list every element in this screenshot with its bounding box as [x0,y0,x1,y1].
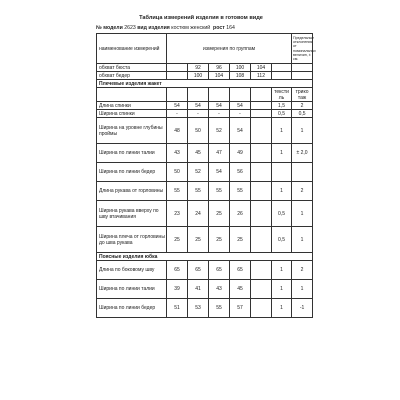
size-value: 65 [209,261,230,280]
size-value: 55 [188,182,209,201]
row-name: Длина по боковому шву [97,261,167,280]
empty-cell [251,280,272,299]
knit-tolerance: 2 [292,102,313,110]
size-value: 54 [230,102,251,110]
table-row [97,102,313,110]
empty-cell [167,72,188,80]
size-value: 25 [209,201,230,227]
table-row [97,201,313,227]
size-value: 65 [188,261,209,280]
empty-cell [167,64,188,72]
empty-cell [251,118,272,144]
size-value: 23 [167,201,188,227]
jacket-rows [97,102,313,253]
jacket-section-row [97,80,313,88]
jacket-section-title: Плечевые изделия жакет [97,80,313,88]
empty-cell [251,182,272,201]
header-deviation: Предельные отклонения от номинальных величин, ± см. [292,34,313,64]
size-value: 55 [209,299,230,318]
size-value: 52 [188,163,209,182]
size-value: 104 [209,72,230,80]
size-value: 25 [188,227,209,253]
row-name: обхват бюста [97,64,167,72]
size-value: 24 [188,201,209,227]
row-name: Длина спинки [97,102,167,110]
knit-tolerance: 2 [292,261,313,280]
size-value: 50 [188,118,209,144]
header-row [97,34,313,64]
size-value: 55 [209,182,230,201]
size-value: 96 [209,64,230,72]
empty-cell [251,110,272,118]
textile-tolerance [272,163,292,182]
empty-cell [272,64,292,72]
kind-value: костюм женский [171,25,211,31]
row-name: обхват бедер [97,72,167,80]
empty-cell [251,227,272,253]
table-row [97,110,313,118]
size-value: 43 [209,280,230,299]
textile-tolerance: 1 [272,299,292,318]
size-value: - [167,110,188,118]
empty-cell [272,72,292,80]
textile-tolerance: 1 [272,144,292,163]
height-value: 164 [226,25,235,31]
size-value: 56 [230,163,251,182]
empty-cell [251,201,272,227]
textile-tolerance: 1 [272,182,292,201]
size-value: - [188,110,209,118]
row-name: Ширина рукава вверху по шву втачивания [97,201,167,227]
size-value: 25 [209,227,230,253]
empty-cell [292,64,313,72]
size-value: 55 [167,182,188,201]
textile-tolerance: 0,5 [272,110,292,118]
row-name: Ширина на уровне глубины проймы [97,118,167,144]
size-value: 48 [167,118,188,144]
textile-tolerance: 1,5 [272,102,292,110]
knit-tolerance: 1 [292,118,313,144]
row-name: Ширина по линии бедер [97,163,167,182]
size-value: 45 [230,280,251,299]
empty-cell [251,102,272,110]
knit-label: трико таж [292,88,313,102]
size-value: 45 [188,144,209,163]
height-label: рост [213,25,225,31]
document-title: Таблица измерений изделия в готовом виде [139,15,263,21]
table-row [97,227,313,253]
size-value: 53 [188,299,209,318]
knit-tolerance: 1 [292,280,313,299]
size-value: 112 [251,72,272,80]
kind-label: вид изделия [137,25,170,31]
empty-cell [251,299,272,318]
empty-cell [251,163,272,182]
size-value: 54 [209,102,230,110]
size-value: 39 [167,280,188,299]
model-number: 2623 [124,25,136,31]
empty-cell [251,144,272,163]
textile-tolerance: 1 [272,261,292,280]
table-row [97,144,313,163]
skirt-rows [97,261,313,318]
size-value: 50 [167,163,188,182]
model-info-line [78,23,324,33]
header-groups: измерения по группам [167,34,292,64]
knit-tolerance: 2 [292,182,313,201]
table-row [97,261,313,280]
size-value: 25 [167,227,188,253]
textile-tolerance: 1 [272,280,292,299]
row-name: Ширина по линии бедер [97,299,167,318]
size-value: 26 [230,201,251,227]
knit-tolerance: -1 [292,299,313,318]
row-name: Длина рукава от горловины [97,182,167,201]
size-value: 41 [188,280,209,299]
size-value: - [209,110,230,118]
skirt-section-row [97,253,313,261]
header-name: наименование измерений [97,34,167,64]
textile-tolerance: 0,5 [272,201,292,227]
size-value: 57 [230,299,251,318]
knit-tolerance [292,163,313,182]
row-name: Ширина по линии талии [97,144,167,163]
row-name: Ширина по линии талии [97,280,167,299]
jacket-subheader-row [97,88,313,102]
size-value: 54 [209,163,230,182]
table-row [97,64,313,72]
skirt-section-title: Поясные изделия юбка [97,253,313,261]
row-name: Ширина спинки [97,110,167,118]
table-row [97,118,313,144]
table-row [97,299,313,318]
measurement-table [96,33,316,318]
size-value: 47 [209,144,230,163]
textile-tolerance: 0,5 [272,227,292,253]
size-value: 65 [230,261,251,280]
base-rows [97,64,313,80]
knit-tolerance: ± 2,0 [292,144,313,163]
size-value: 49 [230,144,251,163]
empty-cell [251,261,272,280]
size-value: 100 [188,72,209,80]
size-value: 51 [167,299,188,318]
size-value: 100 [230,64,251,72]
size-value: 92 [188,64,209,72]
size-value: 54 [188,102,209,110]
textile-tolerance: 1 [272,118,292,144]
size-value: 54 [167,102,188,110]
size-value: 43 [167,144,188,163]
size-value: 108 [230,72,251,80]
table-row [97,163,313,182]
knit-tolerance: 1 [292,227,313,253]
measurement-document [78,14,324,318]
size-value: 25 [230,227,251,253]
size-value: 55 [230,182,251,201]
table-row [97,182,313,201]
model-label: № модели [96,25,123,31]
table-row [97,72,313,80]
size-value: 54 [230,118,251,144]
knit-tolerance: 0,5 [292,110,313,118]
size-value: 65 [167,261,188,280]
row-name: Ширина плеча от горловины до шва рукава [97,227,167,253]
table-row [97,280,313,299]
empty-cell [292,72,313,80]
textile-label: тексти ль [272,88,292,102]
size-value: 52 [209,118,230,144]
size-value: - [230,110,251,118]
knit-tolerance: 1 [292,201,313,227]
size-value: 104 [251,64,272,72]
